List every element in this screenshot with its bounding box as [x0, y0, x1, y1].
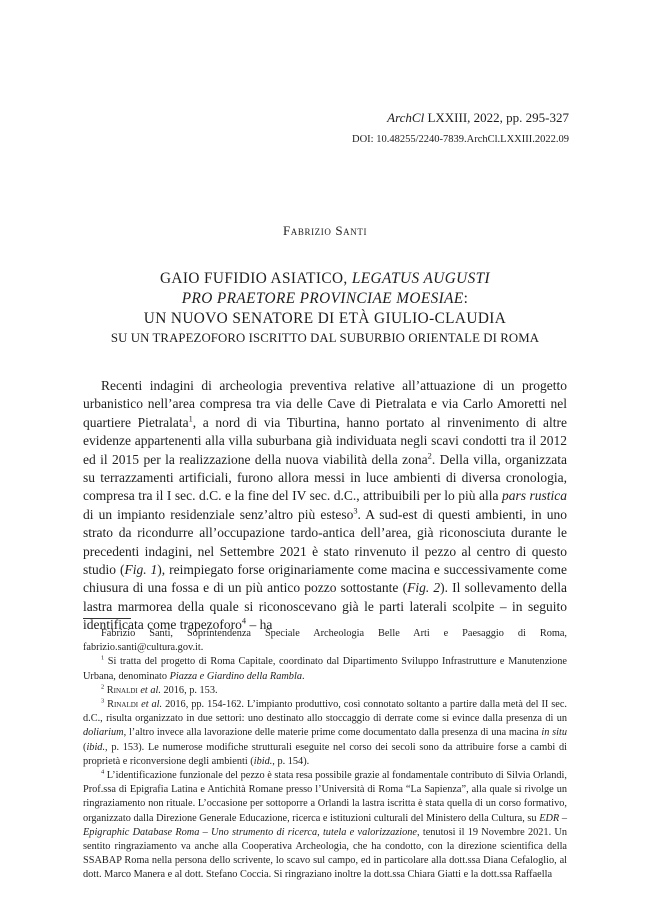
- footnote-number: 2: [101, 683, 105, 691]
- figure-ref: Fig. 1: [124, 562, 158, 578]
- citation-author: Rinaldi: [104, 684, 141, 696]
- body-text-run: ), reimpiegato forse originariamente come macina e successivamente come chiusura di una fossa e di un più antico pozzo sottostante (: [83, 562, 568, 596]
- title-line-1: [60, 269, 590, 289]
- title-line-2: [60, 289, 590, 309]
- figure-ref: Fig. 2: [407, 580, 441, 596]
- footnote-text: , p. 154).: [272, 755, 310, 767]
- footnote-italic: et al.: [140, 684, 161, 696]
- body-text-run: , a nord di via Tiburtina, hanno portato al rinvenimento di altre evidenze appartenenti alla villa suburbana già individuata negli scavi condotti tra il 2012 ed il 2015 per la realizzazione della nuova viabilità della zona: [83, 414, 567, 467]
- footnote-ref: 1: [188, 414, 193, 424]
- title-line-1-plain: GAIO FUFIDIO ASIATICO,: [159, 270, 352, 287]
- footnote-4: [83, 769, 567, 883]
- body-text-run: . A sud-est di questi ambienti, in uno strato da ricondurre all’occupazione tardo-antica dell’area, già riconosciuta durante le precedenti indagini, nel Settembre 2021 è stato rinvenuto il pezzo al centro di questo studio (: [83, 506, 568, 578]
- footnote-text: , l’altro invece alla lavorazione delle materie prime come documentato dalla presenza di una macina: [123, 727, 542, 739]
- footnote-italic: doliarium: [83, 727, 124, 739]
- footnote-number: 4: [101, 768, 105, 776]
- footnote-italic: EDR – Epigraphic Database Roma – Uno strumento di ricerca, tutela e valorizzazione: [83, 812, 567, 838]
- body-text-run: Recenti indagini di archeologia preventiva relative all’attuazione di un progetto urbanistico nell’area compresa tra via delle Cave di Pietralata e via Carlo Amoretti nel quartiere Pietralata: [83, 378, 567, 430]
- footnote-text: , p. 153). Le numerose modifiche strutturali eseguite nel corso dei secoli sono da attribuire forse a cambi di proprietà e riconversione degli ambienti (: [83, 741, 567, 767]
- title-line-2-italic: PRO PRAETORE PROVINCIAE MOESIAE: [181, 290, 464, 307]
- footnote-text: , tenutosi il 19 Novembre 2021. Un sentito ringraziamento va anche alla Cooperativa Archeologia, che ha condotto, con la direzione scientifica della SSABAP Roma nella persona dello scrivente, lo scavo sul campo, ed in particolare alla dott.ssa Diana Cefaloglio, al dott. Marco Manera e al dott. Stefano Coccia. Si ringraziano inoltre la dott.ssa Chiara Giatti e la dott.ssa Raffaella: [83, 826, 567, 881]
- body-text-run: ). Il sollevamento della lastra marmorea della quale si riconoscevano già le parti laterali scolpite – in seguito identificata come trapezoforo: [83, 580, 567, 633]
- title-line-3: UN NUOVO SENATORE DI ETÀ GIULIO-CLAUDIA: [143, 310, 507, 327]
- footnote-separator: [83, 618, 131, 619]
- footnote-2: [83, 684, 567, 698]
- footnote-1: [83, 655, 567, 683]
- body-text-run: – ha: [246, 617, 273, 633]
- footnote-text: Si tratta del progetto di Roma Capitale, coordinato dal Dipartimento Sviluppo Infrastrutture e Manutenzione Urbana, denominato: [83, 656, 567, 682]
- body-paragraph: [83, 377, 567, 635]
- footnote-italic: in situ: [541, 727, 567, 739]
- title-line-2-plain: :: [463, 290, 469, 307]
- article-subtitle: SU UN TRAPEZOFORO ISCRITTO DAL SUBURBIO ORIENTALE DI ROMA: [110, 331, 540, 345]
- author-name: Fabrizio Santi: [282, 223, 368, 238]
- footnote-text: (: [83, 741, 87, 753]
- journal-abbrev: ArchCl: [387, 110, 425, 125]
- footnote-3: [83, 698, 567, 769]
- author-affiliation: Fabrizio Santi, Soprintendenza Speciale Archeologia Belle Arti e Paesaggio di Roma, fabrizio.santi@cultura.gov.it.: [83, 628, 567, 654]
- footnote-italic: et al.: [141, 699, 163, 711]
- citation-author: Rinaldi: [104, 699, 142, 711]
- footnote-italic: ibid.: [253, 755, 273, 767]
- journal-citation: [387, 110, 569, 126]
- title-line-1-italic: LEGATUS AUGUSTI: [351, 270, 491, 287]
- body-text-run: . Della villa, organizzata su terrazzamenti artificiali, furono allora messi in luce ambienti di diversa cronologia, compresa tra il I sec. d.C. e la fine del IV sec. d.C., attribuibili per lo più alla: [83, 451, 567, 504]
- footnote-text: 2016, p. 153.: [160, 684, 218, 696]
- footnote-ref: 3: [353, 506, 358, 516]
- footnote-text: 2016, pp. 154-162. L’impianto produttivo, così connotato soltanto a partire dalla metà del II sec. d.C., risulta organizzato in due settori: uno destinato allo stoccaggio di derrate come si evince dalla presenza di un: [83, 699, 567, 725]
- footnote-text: L’identificazione funzionale del pezzo è stata resa possibile grazie al fondamentale contributo di Silvia Orlandi, Prof.ssa di Epigrafia Latina e Antichità Romane presso l’Università di Roma “La Sapienza”, alla quale si rivolge un ringraziamento non rituale. L’occasione per sottoporre a Orlandi la lastra iscritta è stata quella di un corso formativo, organizzato dalla Direzione Generale Educazione, ricerca e istituzioni culturali del Ministero della Cultura, su: [83, 770, 567, 824]
- body-italic-term: pars rustica: [502, 488, 567, 504]
- footnote-ref: 2: [427, 451, 432, 461]
- footnote-ref: 4: [241, 616, 247, 626]
- doi: DOI: 10.48255/2240-7839.ArchCl.LXXIII.2022.09: [352, 134, 569, 145]
- body-text-run: di un impianto residenziale senz’altro più esteso: [83, 506, 354, 522]
- footnote-number: 1: [101, 654, 105, 662]
- footnote-number: 3: [101, 697, 105, 705]
- footnote-italic: ibid.: [86, 741, 106, 753]
- footnotes: [83, 627, 567, 883]
- footnote-italic: Piazza e Giardino della Rambla: [169, 670, 302, 682]
- journal-volume-pages: LXXIII, 2022, pp. 295-327: [424, 110, 569, 125]
- footnote-text: .: [301, 670, 305, 682]
- article-title: [60, 269, 590, 348]
